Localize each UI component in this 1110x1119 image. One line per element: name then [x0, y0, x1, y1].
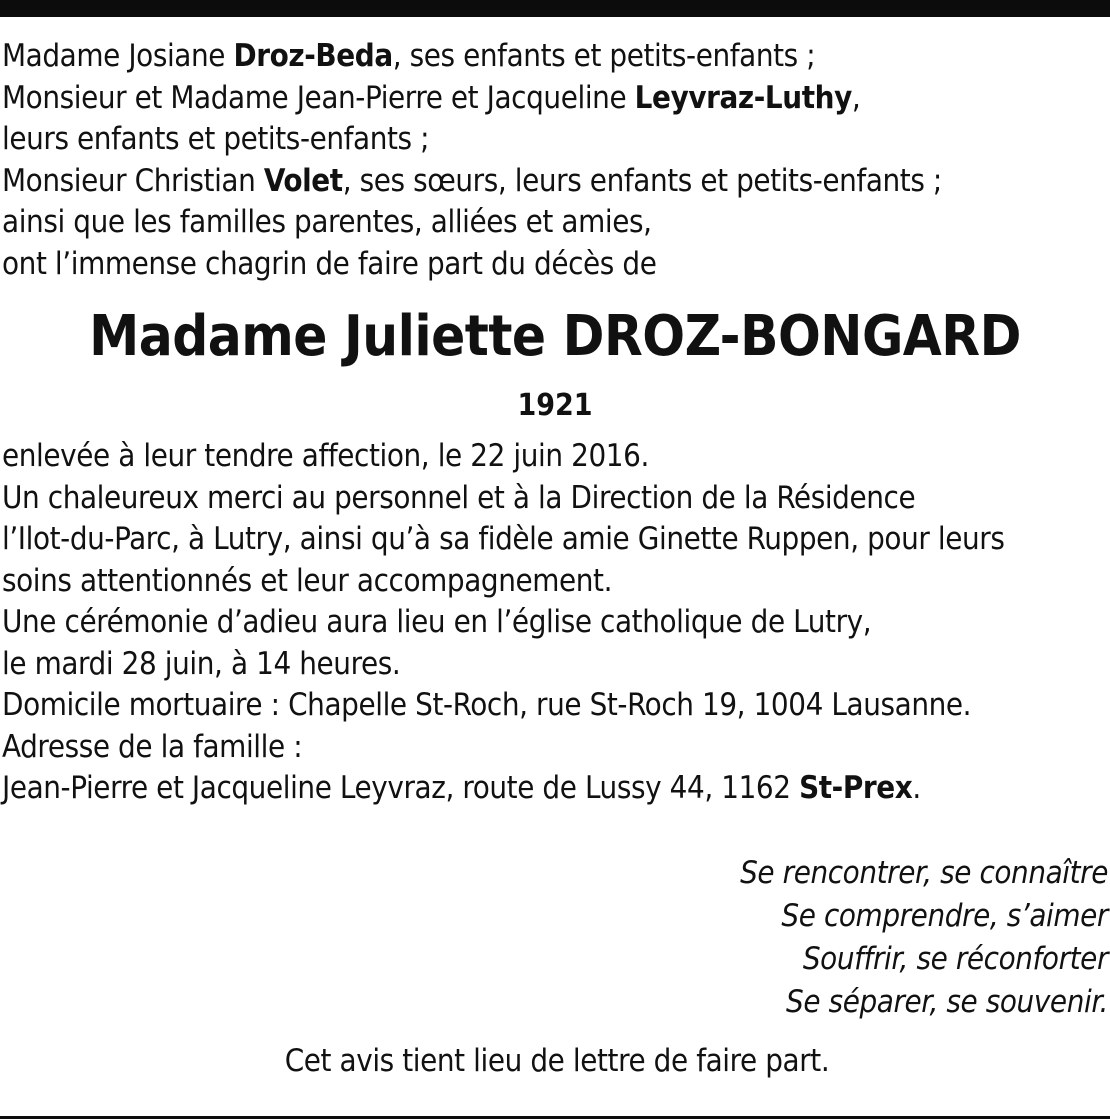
family-line-3: leurs enfants et petits-enfants ;	[2, 121, 430, 157]
poem-line: Se séparer, se souvenir.	[786, 984, 1108, 1020]
family-line-2: Monsieur et Madame Jean-Pierre et Jacqueline Leyvraz-Luthy,	[2, 79, 861, 116]
body-line-6: le mardi 28 juin, à 14 heures.	[2, 645, 401, 682]
deceased-name: Madame Juliette DROZ-BONGARD	[89, 304, 1021, 369]
family-address: Jean-Pierre et Jacqueline Leyvraz, route de Lussy 44, 1162 St-Prex.	[2, 770, 921, 806]
body-line-1: enlevée à leur tendre affection, le 22 juin 2016.	[2, 438, 649, 474]
poem-line: Se rencontrer, se connaître	[740, 855, 1108, 891]
birth-year: 1921	[517, 388, 593, 423]
body-line-2: Un chaleureux merci au personnel et à la Direction de la Résidence	[2, 479, 916, 516]
mortuary-address: Domicile mortuaire : Chapelle St-Roch, rue St-Roch 19, 1004 Lausanne.	[2, 687, 972, 723]
family-line-6: ont l’immense chagrin de faire part du décès de	[2, 245, 657, 282]
body-line-3: l’Ilot-du-Parc, à Lutry, ainsi qu’à sa fidèle amie Ginette Ruppen, pour leurs	[2, 521, 1005, 557]
poem-line: Souffrir, se réconforter	[802, 941, 1108, 977]
family-surname-bold: Leyvraz-Luthy	[634, 79, 852, 116]
family-line-5: ainsi que les familles parentes, alliées et amies,	[2, 204, 652, 240]
family-line-1: Madame Josiane Droz-Beda, ses enfants et petits-enfants ;	[2, 38, 816, 74]
poem-line: Se comprendre, s’aimer	[781, 898, 1108, 934]
town-bold: St-Prex	[799, 770, 913, 806]
family-surname-bold: Volet	[263, 162, 343, 199]
poem-verse	[508, 852, 1108, 1024]
body-line-5: Une cérémonie d’adieu aura lieu en l’église catholique de Lutry,	[2, 604, 872, 640]
announcement-body	[2, 436, 1108, 810]
footer-note: Cet avis tient lieu de lettre de faire part.	[284, 1043, 830, 1079]
family-line-4: Monsieur Christian Volet, ses sœurs, leurs enfants et petits-enfants ;	[2, 162, 942, 199]
body-line-4: soins attentionnés et leur accompagnement.	[2, 562, 613, 599]
family-announcement	[2, 36, 1108, 285]
family-surname-bold: Droz-Beda	[233, 38, 393, 74]
top-border-rule	[0, 0, 1110, 17]
family-address-label: Adresse de la famille :	[2, 728, 303, 765]
